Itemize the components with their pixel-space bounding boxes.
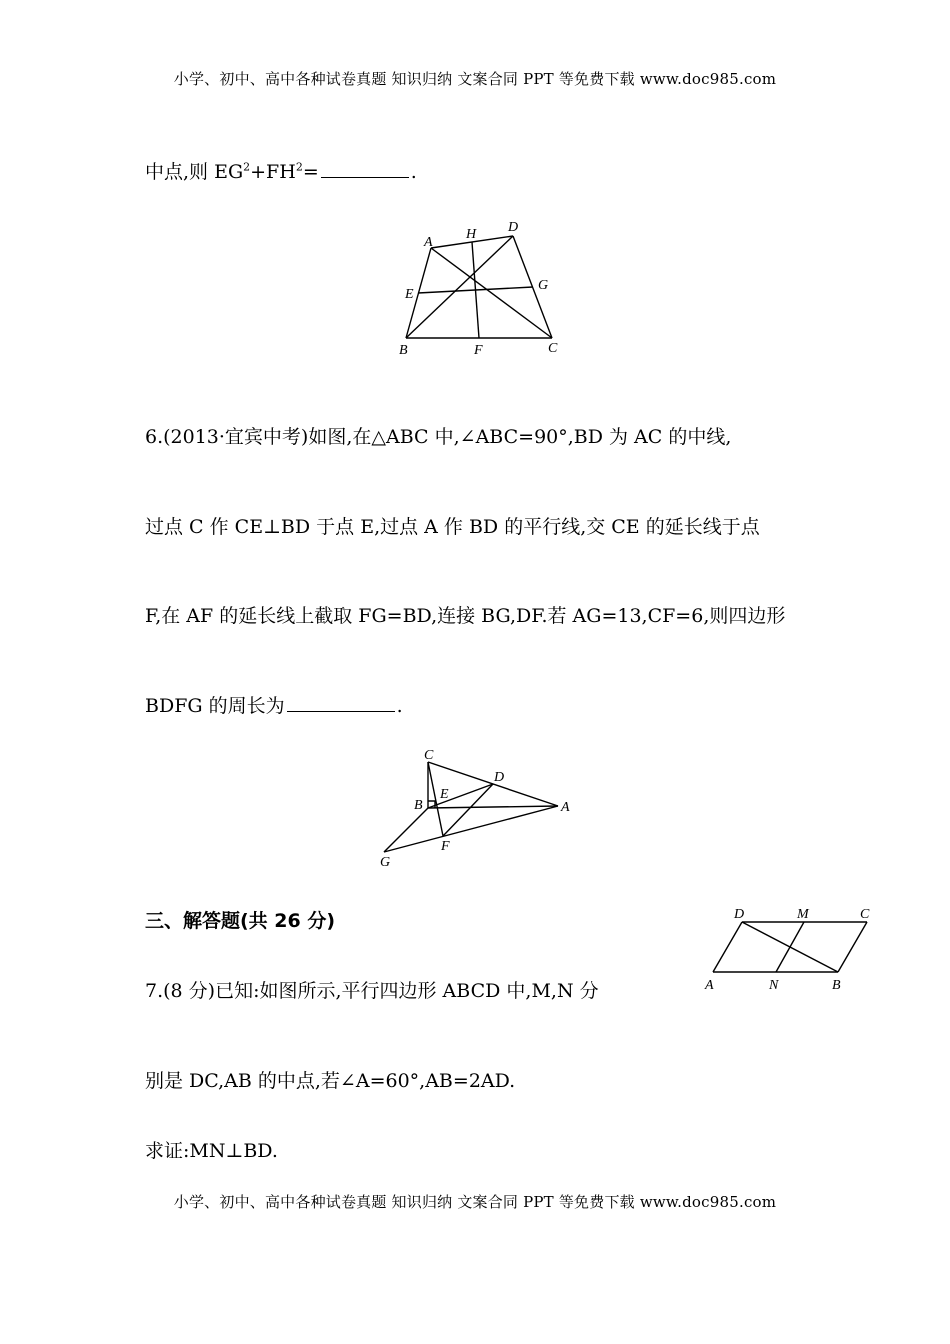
fig2-label-A: A bbox=[561, 800, 570, 815]
q6-line3: F,在 AF 的延长线上截取 FG=BD,连接 BG,DF.若 AG=13,CF=6,则四边形 bbox=[145, 605, 786, 627]
fig2-label-E: E bbox=[440, 787, 449, 802]
q5-sup2: 2 bbox=[295, 160, 303, 174]
q7-line1: 7.(8 分)已知:如图所示,平行四边形 ABCD 中,M,N 分 bbox=[145, 980, 599, 1002]
fig2-label-C: C bbox=[424, 748, 434, 763]
q5-end: . bbox=[410, 161, 417, 183]
fig1-label-F: F bbox=[474, 343, 483, 358]
fig3-label-N: N bbox=[769, 978, 779, 993]
fig1-label-G: G bbox=[538, 278, 549, 293]
fig1-label-D: D bbox=[508, 220, 519, 235]
q5-prefix: 中点,则 EG bbox=[145, 161, 244, 183]
seg-MN bbox=[776, 922, 804, 972]
seg-BC bbox=[838, 922, 867, 972]
fig2-label-F: F bbox=[441, 839, 450, 854]
fig1-label-B: B bbox=[399, 343, 408, 358]
fig3-label-B: B bbox=[832, 978, 841, 993]
q6-line4-end: . bbox=[396, 695, 403, 717]
fig2-label-G: G bbox=[380, 855, 391, 870]
fig1-label-E: E bbox=[405, 287, 414, 302]
page-footer: 小学、初中、高中各种试卷真题 知识归纳 文案合同 PPT 等免费下载 www.doc985.com bbox=[173, 1193, 777, 1211]
section-title: 三、解答题(共 26 分) bbox=[145, 910, 336, 932]
fig1-label-A: A bbox=[424, 235, 433, 250]
seg-AD bbox=[713, 922, 742, 972]
q7-line3: 求证:MN⊥BD. bbox=[145, 1140, 278, 1162]
fig3-label-A: A bbox=[705, 978, 714, 993]
q5-mid: +FH bbox=[250, 161, 296, 183]
fig2-label-B: B bbox=[414, 798, 423, 813]
fig1-label-H: H bbox=[466, 227, 477, 242]
fig3-label-D: D bbox=[734, 907, 745, 922]
q5-sup1: 2 bbox=[243, 160, 251, 174]
fig2-label-D: D bbox=[494, 770, 505, 785]
q6-line2: 过点 C 作 CE⊥BD 于点 E,过点 A 作 BD 的平行线,交 CE 的延长线于点 bbox=[145, 516, 760, 538]
fig3-label-M: M bbox=[797, 907, 809, 922]
fig1-label-C: C bbox=[548, 341, 558, 356]
q7-line2: 别是 DC,AB 的中点,若∠A=60°,AB=2AD. bbox=[145, 1070, 516, 1092]
q6-line4-prefix: BDFG 的周长为 bbox=[145, 695, 285, 717]
q5-eq: = bbox=[302, 161, 319, 183]
fig3-label-C: C bbox=[860, 907, 870, 922]
q6-line1: 6.(2013·宜宾中考)如图,在△ABC 中,∠ABC=90°,BD 为 AC 的中线, bbox=[145, 426, 732, 448]
page-header: 小学、初中、高中各种试卷真题 知识归纳 文案合同 PPT 等免费下载 www.doc985.com bbox=[173, 70, 777, 88]
